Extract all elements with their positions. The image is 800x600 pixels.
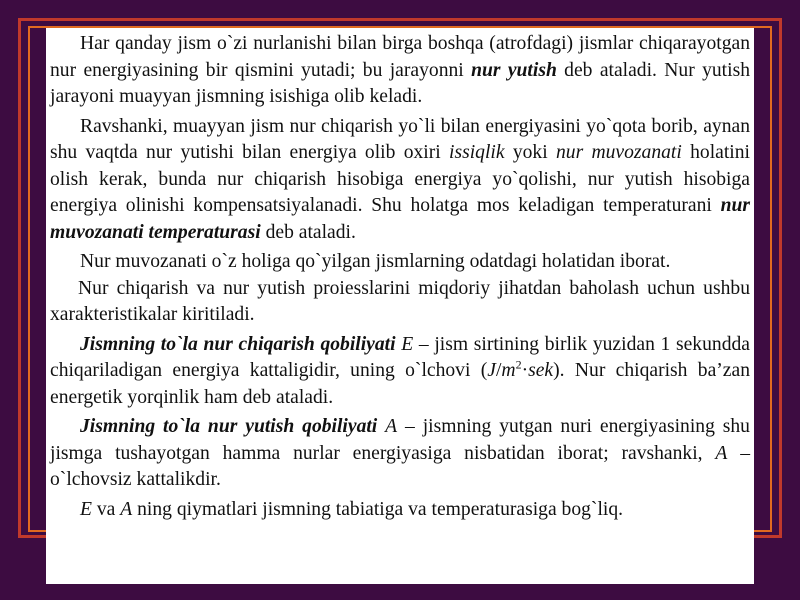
term-nur-yutish: nur yutish	[471, 59, 557, 81]
symbol-A: A	[120, 498, 133, 520]
paragraph-qiymatlari	[50, 497, 750, 524]
symbol-A: A	[715, 442, 728, 464]
text-segment	[377, 416, 385, 437]
unit-exponent: 2	[515, 357, 522, 372]
text-segment: Ravshanki, muayyan jism nur chiqarish yo`li bilan energiyasini yo`qota borib, aynan shu vaqtda nur yutishi bilan energiya olib oxiri	[50, 115, 750, 163]
text-segment: holatini olish kerak, bunda nur chiqarish hisobiga energiya yo`qolishi, nur yutish hisobiga energiya olinishi kompensatsiyalanadi. Shu holatga mos keladigan temperaturani	[50, 142, 750, 216]
paragraph-nur-chiqarish-qobiliyati	[50, 332, 750, 412]
unit-J: J	[487, 360, 496, 381]
term-nur-muvozanati: nur muvozanati	[555, 142, 682, 163]
text-segment: deb ataladi.	[260, 221, 356, 243]
text-segment: – jismning yutgan nuri energiyasining shu jismga tushayotgan hamma nurlar energiyasiga nisbatidan iborat; ravshanki,	[50, 416, 750, 464]
text-segment: deb ataladi. Nur yutish jarayoni muayyan jismning isishiga olib keladi.	[50, 59, 750, 107]
term-issiqlik: issiqlik	[449, 142, 505, 163]
text-segment: – jism sirtining birlik yuzidan 1 sekundda chiqariladigan energiya kattaligidir, uning o`lchovi (	[50, 333, 750, 381]
paragraph-nur-yutish	[50, 31, 750, 111]
symbol-E: E	[401, 333, 414, 355]
text-segment: Har qanday jism o`zi nurlanishi bilan birga boshqa (atrofdagi) jismlar chiqarayotgan nur energiyasining bir qismini yutadi; bu jarayonni	[50, 33, 750, 81]
text-segment: Nur muvozanati o`z holiga qo`yilgan jismlarning odatdagi holatidan iborat.	[80, 251, 671, 272]
paragraph-odatdagi-holat	[50, 249, 750, 276]
paragraph-nur-yutish-qobiliyati	[50, 414, 750, 494]
document-page	[46, 28, 754, 584]
symbol-A: A	[385, 416, 398, 437]
term-nur-yutish-qobiliyati: Jismning to`la nur yutish qobiliyati	[80, 416, 378, 437]
unit-sek: sek	[528, 360, 554, 381]
text-segment: yoki	[504, 142, 556, 163]
text-segment: va	[91, 498, 121, 520]
text-segment: Nur chiqarish va nur yutish proiesslarini miqdoriy jihatdan baholash uchun ushbu xarakteristikalar kiritiladi.	[50, 277, 750, 325]
term-nur-chiqarish-qobiliyati: Jismning to`la nur chiqarish qobiliyati	[80, 333, 396, 355]
text-segment: – o`lchovsiz kattalikdir.	[50, 442, 750, 490]
paragraph-nur-muvozanati	[50, 114, 750, 247]
symbol-E: E	[80, 498, 92, 520]
unit-m: m	[501, 360, 516, 381]
text-segment: ning qiymatlari jismning tabiatiga va temperaturasiga bog`liq.	[132, 498, 624, 520]
text-segment: /	[495, 360, 502, 381]
paragraph-xarakteristikalar	[50, 276, 750, 329]
term-nur-muvozanati-temperaturasi: nur muvozanati temperaturasi	[50, 195, 750, 243]
text-segment: ·	[521, 360, 529, 381]
text-segment: ). Nur chiqarish ba’zan energetik yorqinlik ham deb ataladi.	[50, 360, 750, 408]
